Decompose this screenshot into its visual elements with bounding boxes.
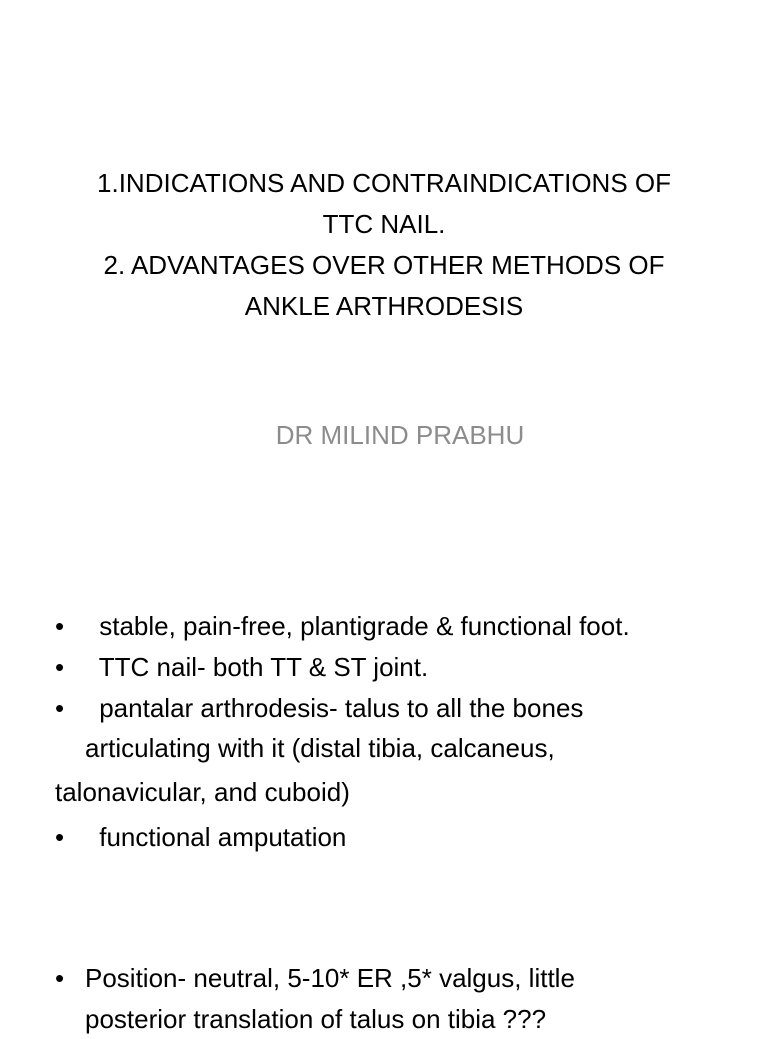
bullet-text: functional amputation: [92, 822, 347, 852]
bullet-text: stable, pain-free, plantigrade & functional foot.: [92, 611, 630, 641]
bullet-icon: •: [55, 822, 65, 852]
list-item: [55, 817, 755, 858]
bullet-continuation: articulating with it (distal tibia, calcaneus,: [85, 733, 555, 763]
list-item: [55, 606, 755, 647]
bullet-continuation: talonavicular, and cuboid): [55, 777, 350, 807]
list-item: [55, 688, 755, 817]
title-line-3: 2. ADVANTAGES OVER OTHER METHODS OF: [103, 250, 665, 280]
bullet-icon: •: [55, 652, 65, 682]
bullet-text: Position- neutral, 5-10* ER ,5* valgus, little: [85, 963, 575, 993]
bullet-list-secondary: [55, 958, 755, 1039]
list-item: [55, 958, 755, 1039]
bullet-text: TTC nail- both TT & ST joint.: [92, 652, 429, 682]
bullet-icon: •: [55, 963, 65, 993]
title-line-2: TTC NAIL.: [322, 209, 446, 239]
bullet-list: [55, 606, 755, 858]
slide-title: [40, 163, 728, 327]
bullet-text: pantalar arthrodesis- talus to all the bones: [92, 693, 584, 723]
bullet-icon: •: [55, 693, 65, 723]
author-subtitle: DR MILIND PRABHU: [275, 420, 525, 450]
bullet-continuation: posterior translation of talus on tibia ???: [85, 1004, 547, 1034]
title-line-4: ANKLE ARTHRODESIS: [244, 291, 524, 321]
title-line-1: 1.INDICATIONS AND CONTRAINDICATIONS OF: [97, 168, 671, 198]
bullet-icon: •: [55, 611, 65, 641]
list-item: [55, 647, 755, 688]
